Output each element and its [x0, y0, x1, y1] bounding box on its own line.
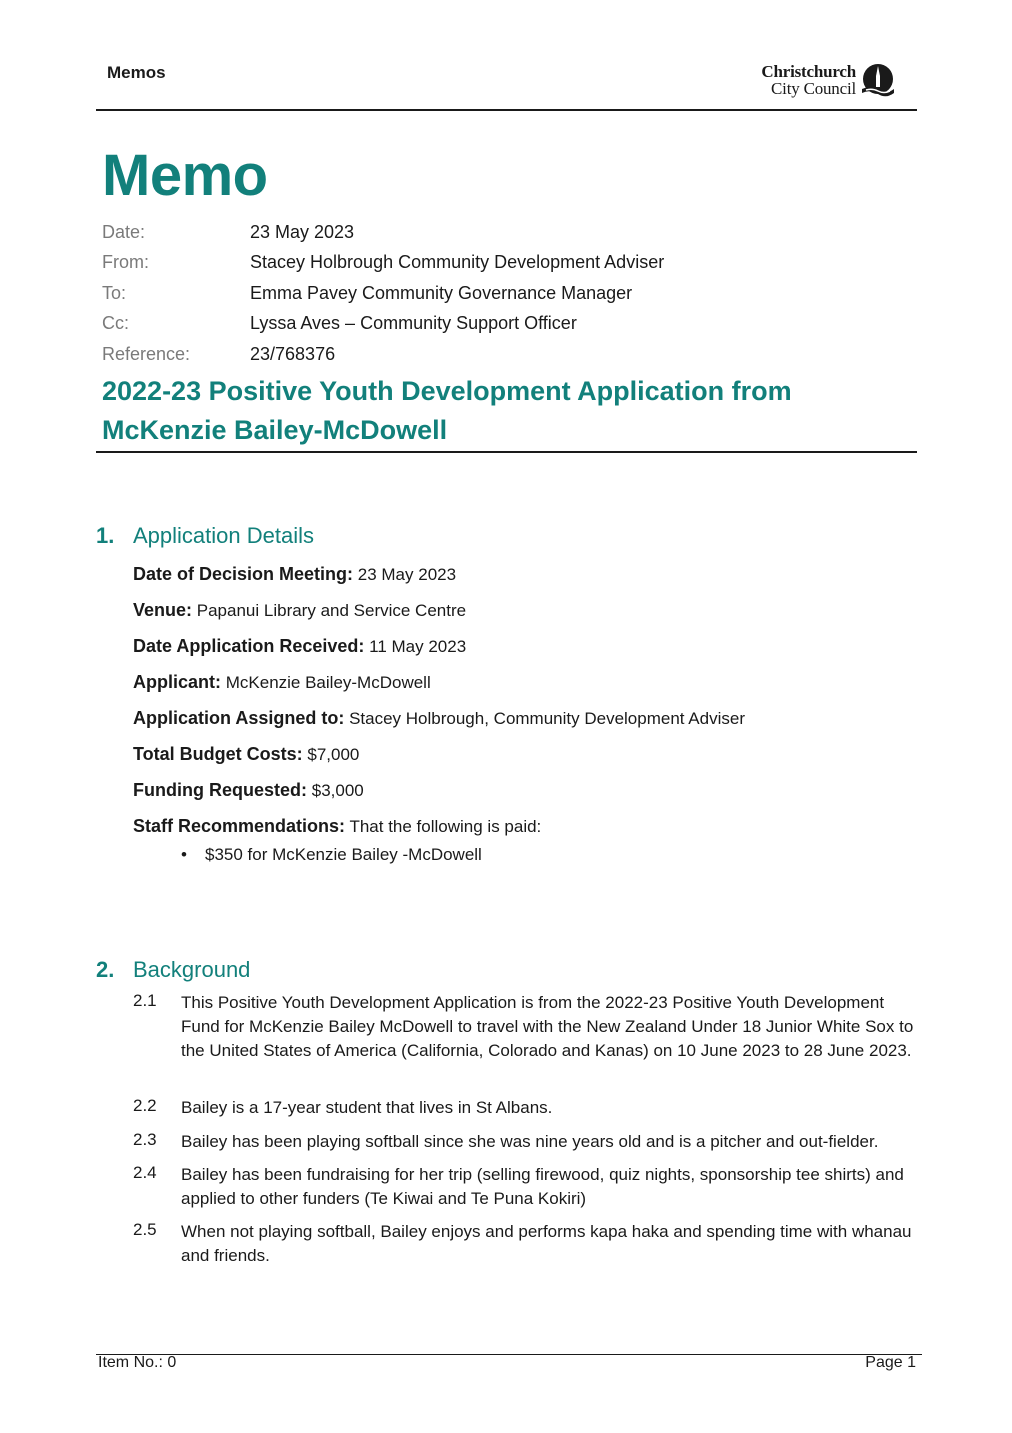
paragraph-text: Bailey has been playing softball since she was nine years old and is a pitcher and out-fielder.	[181, 1132, 879, 1151]
section-heading-application-details	[96, 523, 314, 549]
meta-label-cc: Cc:	[102, 313, 129, 333]
footer-page-number: Page 1	[865, 1354, 916, 1371]
detail-value: 11 May 2023	[369, 637, 467, 656]
detail-value: That the following is paid:	[349, 817, 542, 836]
paragraph-text: Bailey has been fundraising for her trip (selling firewood, quiz nights, sponsorship tee shirts) and applied to other funders (Te Kiwai and Te Puna Kokiri)	[181, 1165, 904, 1208]
detail-venue	[133, 600, 466, 621]
section-title: Background	[133, 957, 251, 982]
detail-key: Funding Requested:	[133, 780, 307, 800]
section-number: 1.	[96, 523, 115, 548]
paragraph-number: 2.2	[133, 1096, 157, 1115]
document-title: 2022-23 Positive Youth Development Application from McKenzie Bailey-McDowell	[102, 376, 792, 445]
paragraph-text: Bailey is a 17-year student that lives in St Albans.	[181, 1098, 553, 1117]
header-title: Memos	[107, 63, 166, 82]
section-heading-background	[96, 957, 250, 983]
detail-key: Applicant:	[133, 672, 221, 692]
detail-key: Total Budget Costs:	[133, 744, 303, 764]
footer-item-number: Item No.: 0	[98, 1354, 177, 1371]
meta-value-date: 23 May 2023	[250, 222, 355, 242]
title-rule	[96, 451, 917, 453]
paragraph-number: 2.1	[133, 991, 157, 1010]
detail-key: Date Application Received:	[133, 636, 365, 656]
meta-label-from: From:	[102, 252, 149, 272]
recommendation-item: $350 for McKenzie Bailey -McDowell	[205, 845, 482, 864]
detail-value: Papanui Library and Service Centre	[196, 601, 467, 620]
detail-assigned-to	[133, 708, 745, 729]
detail-key: Date of Decision Meeting:	[133, 564, 354, 584]
detail-value: 23 May 2023	[357, 565, 457, 584]
detail-value: $7,000	[307, 745, 360, 764]
section-title: Application Details	[133, 523, 314, 548]
detail-value: $3,000	[311, 781, 364, 800]
detail-key: Venue:	[133, 600, 193, 620]
detail-key: Staff Recommendations:	[133, 816, 346, 836]
cathedral-logo-icon	[860, 63, 896, 99]
paragraph-number: 2.3	[133, 1130, 157, 1149]
detail-key: Application Assigned to:	[133, 708, 345, 728]
paragraph-text: This Positive Youth Development Application is from the 2022-23 Positive Youth Development Fund for McKenzie Bailey McDowell to travel with the New Zealand Under 18 Junior White Sox to the United States of America (California, Colorado and Kanas) on 10 June 2023 to 28 June 2023.	[181, 993, 914, 1060]
detail-total-budget	[133, 744, 359, 765]
detail-date-received	[133, 636, 466, 657]
detail-value: McKenzie Bailey-McDowell	[225, 673, 431, 692]
paragraph-text: When not playing softball, Bailey enjoys and performs kapa haka and spending time with whanau and friends.	[181, 1222, 912, 1265]
meta-label-reference: Reference:	[102, 344, 191, 364]
detail-applicant	[133, 672, 431, 693]
detail-funding-requested	[133, 780, 364, 801]
meta-value-cc: Lyssa Aves – Community Support Officer	[250, 313, 577, 333]
council-logo	[748, 62, 900, 102]
meta-value-reference: 23/768376	[250, 344, 336, 364]
footer-rule	[96, 1354, 922, 1355]
meta-label-date: Date:	[102, 222, 146, 242]
detail-decision-meeting	[133, 564, 456, 585]
meta-value-from: Stacey Holbrough Community Development Adviser	[250, 252, 665, 272]
logo-line1: Christchurch	[761, 62, 856, 81]
detail-staff-recommendations	[133, 816, 541, 837]
memo-title: Memo	[102, 143, 268, 208]
meta-label-to: To:	[102, 283, 127, 303]
meta-value-to: Emma Pavey Community Governance Manager	[250, 283, 633, 303]
paragraph-number: 2.5	[133, 1220, 157, 1239]
section-number: 2.	[96, 957, 115, 982]
bullet-icon: •	[181, 845, 187, 864]
paragraph-number: 2.4	[133, 1163, 157, 1182]
logo-line2: City Council	[771, 79, 856, 98]
header-rule	[96, 109, 917, 111]
detail-value: Stacey Holbrough, Community Development Adviser	[349, 709, 745, 728]
